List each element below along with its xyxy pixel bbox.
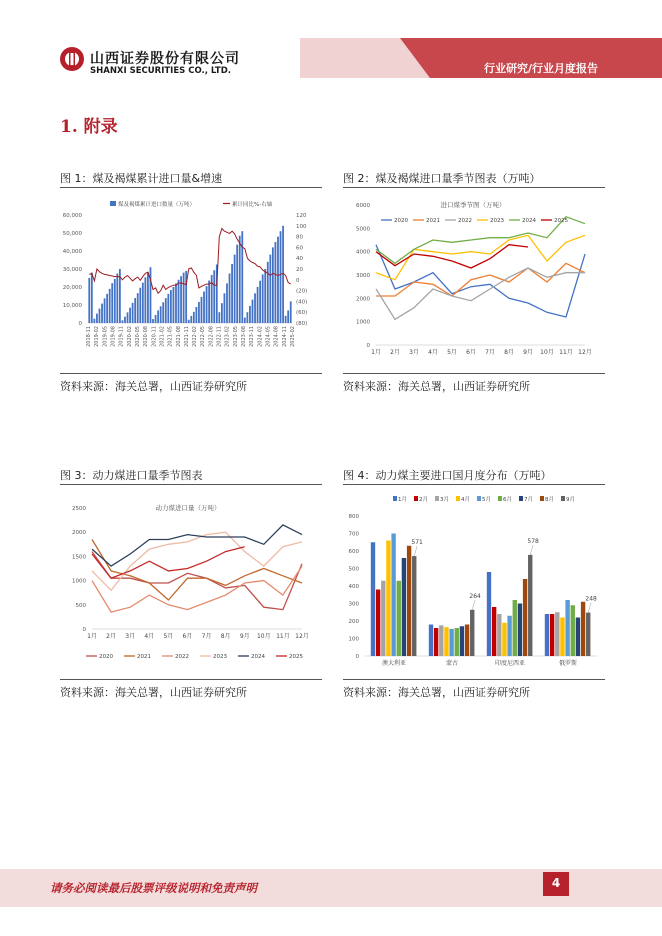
x-tick-label: 11月: [559, 349, 573, 356]
bar: [576, 618, 580, 657]
y-left-tick-label: 40,000: [62, 249, 82, 255]
annotation-leader: [588, 603, 591, 613]
figure-2-chart: [343, 193, 605, 371]
figure-3-top-rule: [60, 484, 322, 485]
x-tick-label: 2020-02: [126, 326, 133, 347]
legend-label: 2025: [554, 218, 568, 224]
x-tick-label: 2024-02: [257, 326, 264, 347]
figure-3-title: 图 3：动力煤进口量季节图表: [60, 469, 203, 482]
y-tick-label: 800: [348, 514, 359, 520]
figure-2-top-rule: [343, 187, 605, 188]
bar: [254, 293, 256, 323]
legend-label: 7月: [524, 497, 533, 503]
legend-label: 9月: [566, 497, 575, 503]
data-label: 578: [527, 537, 539, 545]
series-line-2025: [92, 547, 245, 579]
y-tick-label: 2000: [356, 296, 370, 303]
x-tick-label: 2022-05: [200, 326, 207, 347]
bar: [565, 600, 569, 656]
bar: [147, 272, 149, 323]
figure-4-bottom-rule: [343, 679, 605, 680]
y-right-tick-label: (60): [296, 310, 308, 317]
bar: [444, 627, 448, 656]
y-tick-label: 1000: [356, 319, 370, 326]
legend-label: 2025: [289, 654, 303, 660]
y-tick-label: 3000: [356, 273, 370, 279]
series-line-2022: [376, 268, 585, 319]
bar: [236, 245, 238, 323]
bar: [106, 294, 108, 323]
series-line-2020: [92, 552, 302, 610]
legend-label: 2020: [394, 218, 408, 224]
bar: [497, 614, 501, 656]
x-tick-label: 2021-02: [159, 326, 166, 347]
figure-1-source: 资料来源：海关总署，山西证券研究所: [60, 380, 247, 393]
bar: [550, 614, 554, 656]
x-tick-label: 2019-05: [102, 326, 109, 347]
bar: [571, 605, 575, 656]
bar: [104, 298, 106, 323]
x-tick-label: 3月: [125, 633, 136, 640]
y-right-tick-label: 80: [296, 234, 303, 241]
x-tick-label: 2021-11: [183, 326, 190, 347]
y-right-tick-label: 40: [296, 256, 303, 263]
bar: [173, 287, 175, 323]
y-tick-label: 2000: [72, 530, 86, 537]
y-tick-label: 700: [348, 531, 359, 538]
chart-title: 进口煤季节图（万吨）: [440, 201, 506, 209]
bar: [218, 312, 220, 323]
bar: [397, 581, 401, 656]
legend-swatch: [456, 496, 460, 501]
series-line-2020: [376, 245, 585, 317]
x-tick-label: 8月: [220, 633, 231, 640]
series-line-2021: [376, 263, 585, 296]
x-tick-label: 11月: [276, 633, 290, 640]
bar: [285, 316, 287, 323]
bar: [280, 231, 282, 323]
legend-label: 累计同比%-右轴: [232, 202, 273, 208]
bar: [246, 312, 248, 323]
data-label: 248: [585, 595, 597, 603]
x-tick-label: 3月: [409, 349, 419, 356]
data-label: 571: [411, 539, 423, 547]
y-tick-label: 400: [348, 584, 359, 590]
company-name-en: SHANXI SECURITIES CO., LTD.: [90, 66, 232, 76]
y-tick-label: 600: [348, 549, 359, 555]
y-tick-label: 500: [348, 566, 359, 573]
series-line-2023: [92, 532, 302, 590]
bar: [129, 308, 131, 323]
bar: [560, 618, 564, 657]
legend-label: 8月: [545, 497, 554, 503]
bar: [455, 628, 459, 656]
x-tick-label: 2025-02: [290, 326, 296, 347]
legend-swatch: [110, 201, 116, 206]
bar: [101, 304, 103, 323]
bar: [391, 534, 395, 657]
bar: [545, 614, 549, 656]
bar: [96, 314, 98, 323]
bar: [124, 317, 126, 323]
x-tick-label: 4月: [428, 349, 438, 356]
x-tick-label: 2022-11: [216, 326, 223, 347]
bar: [249, 306, 251, 323]
bar: [381, 581, 385, 656]
x-tick-label: 10月: [256, 633, 271, 640]
bar: [132, 303, 134, 323]
figure-2-title: 图 2：煤及褐煤进口量季节图表（万吨）: [343, 172, 541, 185]
x-tick-label: 6月: [182, 633, 193, 640]
legend-swatch: [414, 496, 418, 501]
y-tick-label: 0: [82, 627, 86, 633]
bar: [287, 310, 289, 323]
company-logo-icon: [58, 44, 86, 74]
x-tick-label: 2024-05: [265, 326, 272, 347]
x-tick-label: 2022-08: [208, 326, 215, 347]
bar: [507, 616, 511, 656]
y-tick-label: 5000: [356, 226, 370, 233]
figure-4-top-rule: [343, 484, 605, 485]
bar: [190, 316, 192, 323]
legend-label: 1月: [398, 497, 407, 503]
x-category-label: 印度尼西亚: [494, 660, 526, 667]
bar: [460, 626, 464, 656]
x-tick-label: 2019-02: [94, 326, 101, 347]
legend-label: 2021: [426, 218, 440, 224]
x-tick-label: 10月: [540, 349, 554, 356]
x-tick-label: 2021-05: [167, 326, 174, 347]
bar: [439, 625, 443, 656]
figure-1-top-rule: [60, 187, 322, 188]
bar: [267, 262, 269, 323]
legend-label: 煤及褐煤累计进口数量（万吨）: [118, 202, 196, 208]
x-tick-label: 2020-11: [151, 326, 158, 347]
legend-swatch: [498, 496, 502, 501]
bar: [201, 297, 203, 323]
legend-label: 2022: [458, 218, 472, 224]
bar: [269, 255, 271, 323]
x-tick-label: 9月: [239, 633, 250, 640]
legend-label: 2023: [490, 218, 504, 224]
legend-swatch: [435, 496, 439, 501]
bar: [449, 629, 453, 656]
bar: [142, 283, 144, 323]
x-tick-label: 1月: [87, 633, 97, 640]
y-right-tick-label: (40): [296, 299, 308, 306]
figure-2-source: 资料来源：海关总署，山西证券研究所: [343, 380, 530, 393]
y-tick-label: 0: [366, 343, 370, 349]
bar: [528, 555, 532, 656]
x-tick-label: 2020-05: [134, 326, 141, 347]
bar: [188, 320, 190, 323]
annotation-leader: [530, 545, 533, 555]
legend-label: 2月: [419, 497, 428, 503]
bar: [371, 542, 375, 656]
x-tick-label: 2月: [106, 633, 117, 640]
figure-4-source: 资料来源：海关总署，山西证券研究所: [343, 686, 530, 699]
figure-1-bottom-rule: [60, 373, 322, 374]
x-tick-label: 2019-11: [118, 326, 125, 347]
y-right-tick-label: 100: [296, 223, 307, 230]
x-tick-label: 1月: [371, 349, 381, 356]
bar: [139, 288, 141, 323]
bar: [487, 572, 491, 656]
bar: [206, 286, 208, 323]
legend-label: 2024: [251, 654, 265, 660]
y-left-tick-label: 30,000: [62, 267, 82, 273]
x-tick-label: 12月: [578, 349, 592, 356]
series-line-2021: [92, 540, 302, 601]
bar: [170, 290, 172, 323]
legend-label: 2023: [213, 654, 227, 660]
bar: [264, 269, 266, 323]
x-tick-label: 2018-11: [86, 326, 92, 347]
bar: [226, 283, 228, 323]
bar: [157, 310, 159, 323]
x-tick-label: 2019-08: [110, 326, 117, 347]
x-tick-label: 2021-08: [175, 326, 182, 347]
legend-label: 2021: [137, 654, 151, 660]
bar: [277, 237, 279, 323]
legend-label: 6月: [503, 497, 512, 503]
x-tick-label: 4月: [144, 633, 155, 640]
data-label: 264: [469, 592, 481, 600]
y-left-tick-label: 20,000: [62, 285, 82, 291]
bar: [586, 613, 590, 656]
disclaimer-text: 请务必阅读最后股票评级说明和免责声明: [50, 881, 257, 895]
legend-swatch: [561, 496, 565, 501]
bar: [231, 264, 233, 323]
x-tick-label: 9月: [523, 349, 533, 356]
bar: [150, 267, 152, 323]
x-tick-label: 5月: [163, 633, 174, 640]
annotation-leader: [472, 600, 475, 610]
y-left-tick-label: 60,000: [62, 213, 82, 219]
bar: [155, 315, 157, 323]
bar: [234, 255, 236, 323]
figure-1-title: 图 1：煤及褐煤累计进口量&增速: [60, 172, 223, 185]
bar: [162, 302, 164, 323]
x-tick-label: 6月: [466, 349, 476, 356]
legend-swatch: [519, 496, 523, 501]
figure-3-source: 资料来源：海关总署，山西证券研究所: [60, 686, 247, 699]
y-tick-label: 1500: [72, 554, 86, 561]
figure-2-bottom-rule: [343, 373, 605, 374]
bar: [257, 287, 259, 323]
x-tick-label: 7月: [201, 633, 212, 640]
bar: [290, 301, 292, 323]
bar: [434, 628, 438, 656]
bar: [183, 273, 185, 323]
bar: [88, 278, 90, 323]
bar: [386, 541, 390, 657]
bar: [178, 280, 180, 323]
legend-label: 3月: [440, 497, 449, 503]
bar: [122, 320, 124, 323]
legend-swatch: [540, 496, 544, 501]
bar: [111, 283, 113, 323]
bar: [134, 298, 136, 323]
x-tick-label: 2020-08: [143, 326, 150, 347]
y-tick-label: 2500: [72, 506, 86, 512]
bar: [198, 302, 200, 323]
y-right-tick-label: (80): [296, 321, 308, 327]
bar: [470, 610, 474, 656]
bar: [165, 298, 167, 323]
bar: [513, 600, 517, 656]
bar: [91, 273, 93, 323]
bar: [99, 309, 101, 323]
header: [0, 0, 662, 80]
y-right-tick-label: 20: [296, 267, 303, 273]
bar: [127, 312, 129, 323]
y-tick-label: 100: [348, 636, 359, 643]
bar: [195, 307, 197, 323]
figure-3-bottom-rule: [60, 679, 322, 680]
bar: [239, 236, 241, 323]
x-tick-label: 5月: [447, 349, 457, 356]
bar: [93, 319, 95, 323]
bar: [229, 274, 231, 324]
bar: [109, 289, 111, 323]
y-left-tick-label: 50,000: [62, 231, 82, 237]
x-tick-label: 2023-11: [249, 326, 256, 347]
legend-label: 2024: [522, 218, 536, 224]
y-left-tick-label: 0: [78, 321, 82, 327]
report-type-label: 行业研究/行业月度报告: [484, 62, 599, 75]
bar: [407, 546, 411, 656]
y-left-tick-label: 10,000: [62, 303, 82, 309]
x-category-label: 蒙古: [445, 660, 459, 667]
x-tick-label: 2024-11: [281, 326, 288, 347]
bar: [429, 625, 433, 657]
bar: [523, 579, 527, 656]
bar: [402, 558, 406, 656]
y-tick-label: 200: [348, 619, 359, 625]
y-right-tick-label: (20): [296, 288, 308, 295]
figure-4-title: 图 4：动力煤主要进口国月度分布（万吨）: [343, 469, 552, 482]
legend-label: 4月: [461, 497, 470, 503]
bar: [203, 292, 205, 324]
bar: [137, 293, 139, 323]
bar: [262, 274, 264, 323]
bar: [412, 556, 416, 656]
x-tick-label: 2月: [390, 349, 400, 356]
bar: [208, 281, 210, 323]
bar: [275, 242, 277, 323]
bar: [244, 318, 246, 323]
figure-3-chart: [58, 490, 324, 678]
company-name-cn: 山西证券股份有限公司: [90, 51, 240, 67]
series-line-2025: [376, 245, 528, 268]
x-category-label: 澳大利亚: [381, 660, 407, 667]
bar: [116, 274, 118, 324]
y-right-tick-label: 0: [296, 277, 300, 284]
bar: [465, 625, 469, 657]
bar: [272, 247, 274, 323]
y-tick-label: 4000: [356, 249, 370, 256]
bar: [152, 319, 154, 323]
bar: [518, 604, 522, 657]
bar: [259, 281, 261, 323]
legend-label: 2022: [175, 654, 189, 660]
bar: [224, 293, 226, 323]
annotation-leader: [414, 546, 417, 556]
page-number: 4: [551, 876, 561, 890]
bar: [167, 294, 169, 323]
legend-swatch: [477, 496, 481, 501]
x-tick-label: 7月: [485, 349, 495, 356]
legend-label: 2020: [99, 654, 113, 660]
bar: [555, 612, 559, 656]
x-tick-label: 2023-02: [224, 326, 231, 347]
y-tick-label: 0: [355, 654, 359, 660]
bar: [114, 279, 116, 323]
figure-4-chart: [343, 490, 605, 678]
x-tick-label: 2024-08: [273, 326, 280, 347]
x-tick-label: 2023-08: [241, 326, 248, 347]
bar: [144, 277, 146, 323]
bar: [376, 590, 380, 657]
y-tick-label: 300: [348, 601, 359, 608]
bar: [193, 312, 195, 323]
x-tick-label: 12月: [295, 633, 309, 640]
y-right-tick-label: 60: [296, 245, 303, 252]
y-right-tick-label: 120: [296, 213, 307, 219]
bar: [213, 270, 215, 323]
y-tick-label: 1000: [72, 578, 86, 585]
section-title: 1. 附录: [60, 117, 118, 137]
y-tick-label: 500: [75, 602, 86, 609]
bar: [581, 602, 585, 656]
legend-swatch: [393, 496, 397, 501]
figure-1-chart: [58, 193, 324, 371]
x-category-label: 俄罗斯: [558, 660, 578, 667]
bar: [160, 306, 162, 323]
x-tick-label: 2022-02: [192, 326, 199, 347]
chart-title: 动力煤进口量（万吨）: [155, 504, 221, 512]
bar: [175, 283, 177, 323]
legend-label: 5月: [482, 497, 491, 503]
bar: [252, 300, 254, 323]
x-tick-label: 2023-05: [232, 326, 239, 347]
x-tick-label: 8月: [504, 349, 514, 356]
bar: [221, 303, 223, 323]
y-tick-label: 6000: [356, 203, 370, 209]
bar: [492, 607, 496, 656]
bar: [502, 623, 506, 656]
bar: [241, 231, 243, 323]
